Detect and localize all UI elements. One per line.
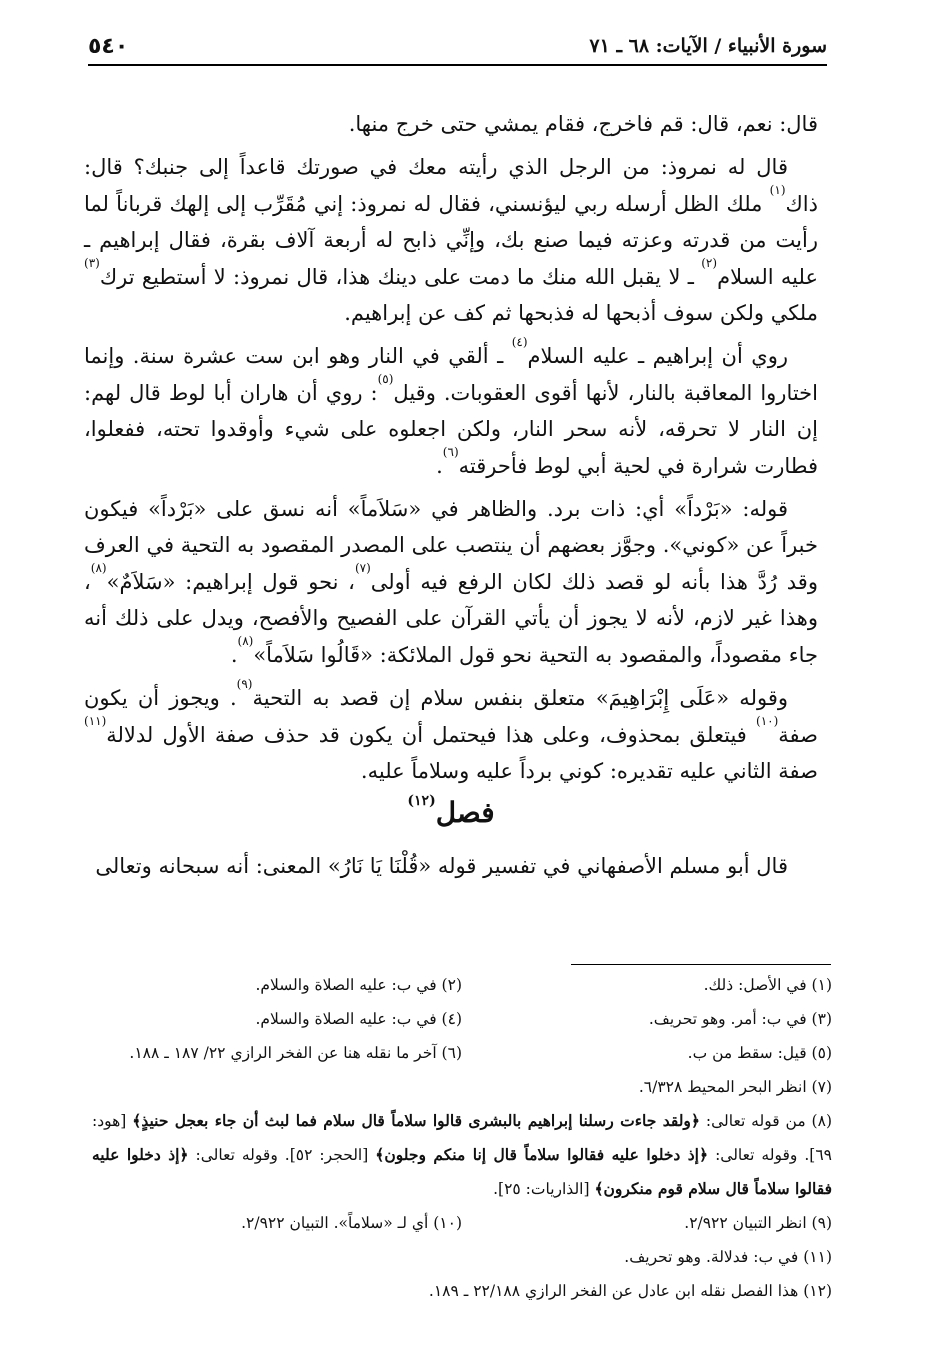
footnote-row <box>92 968 832 1002</box>
paragraph-3: روي أن إبراهيم ـ عليه السلام$^{(٤)}$ ـ ألقي في النار وهو ابن ست عشرة سنة. وإنما اختاروا المعاقبة بالنار، لأنها أقوى العقوبات. وقيل$^{(٥)}$: روي أن هاران أبا لوط قال لهم: إن النار لا تحرقه، لأنه سحر النار، ولكن اجعلوه على شيء وأوقدوا تحته، ففعلوا، فطارت شرارة في لحية أبي لوط فأحرقته$^{(٦)}$. <box>84 335 819 478</box>
footnote-ref-11[interactable]: (١١) <box>84 713 107 728</box>
section-title: فصل <box>435 796 495 830</box>
paragraph-2: قال له نمروذ: من الرجل الذي رأيته معك في صورتك قاعداً إلى جنبك؟ قال: ذاك$^{(١)}$ ملك الظل أرسله ربي ليؤنسني، فقال له نمروذ: إني مُقَرِّب إلى إلهك قرباناً لما رأيت من قدرته وعزته فيما صنع بك، وإنِّي ذابح له أربعة آلاف بقرة، فقال إبراهيم ـ عليه السلام$^{(٢)}$ ـ لا يقبل الله منك ما دمت على دينك هذا، قال نمروذ: لا أستطيع ترك$^{(٣)}$ ملكي ولكن سوف أذبحها له فذبحها ثم كف عن إبراهيم. <box>84 155 818 326</box>
footnote-ref-5[interactable]: (٥) <box>377 371 394 386</box>
footnote-ref-8b[interactable]: (٨) <box>237 633 254 648</box>
page-header <box>88 28 827 66</box>
footnote-ref-1[interactable]: (١) <box>769 182 786 197</box>
footnote-ref-9[interactable]: (٩) <box>236 677 253 692</box>
footnote-2: (٢) في ب: عليه الصلاة والسلام. <box>255 976 462 994</box>
footnote-5: (٥) قيل: سقط من ب. <box>687 1044 832 1062</box>
footnote-10: (١٠) أي لـ «سلاماً». التبيان ٢/٩٢٢. <box>241 1214 462 1232</box>
footnote-ref-8[interactable]: (٨) <box>90 560 107 575</box>
paragraph-4: قوله: «بَرْداً» أي: ذات برد. والظاهر في «سَلاَماً» أنه نسق على «بَرْداً» فيكون خبراً عن «كوني». وجوَّز بعضهم أن ينتصب على المصدر المقصود به التحية في العرف وقد رُدَّ هذا بأنه لو قصد ذلك لكان الرفع فيه أولى$^{(٧)}$، نحو قول إبراهيم: «سَلاَمٌ»$^{(٨)}$، وهذا غير لازم، لأنه لا يجوز أن يأتي القرآن على الفصيح والأفصح، ويدل على ذلك أنه جاء مقصوداً، والمقصود به التحية نحو قول الملائكة: «قَالُوا سَلاَماً»$^{(٨)}$. <box>84 497 818 667</box>
footnote-9: (٩) انظر التبيان ٢/٩٢٢. <box>684 1214 832 1232</box>
footnote-ref-3[interactable]: (٣) <box>84 255 100 270</box>
footnote-ref-4[interactable]: (٤) <box>511 335 528 350</box>
footnote-separator <box>571 964 831 965</box>
running-title: سورة الأنبياء / الآيات: ٦٨ ـ ٧١ <box>589 35 827 57</box>
main-text <box>84 106 818 892</box>
footnote-6: (٦) آخر ما نقله هنا عن الفخر الرازي ٢٢/ ١٨٧ ـ ١٨٨. <box>129 1044 462 1062</box>
paragraph-1: قال: نعم، قال: قم فاخرج، فقام يمشي حتى خرج منها. <box>348 112 818 136</box>
paragraph-5: وقوله «عَلَى إِبْرَاهِيمَ» متعلق بنفس سلام إن قصد به التحية$^{(٩)}$. ويجوز أن يكون صفة$^{(١٠)}$ فيتعلق بمحذوف، وعلى هذا فيحتمل أن يكون قد حذف صفة الأول لدلالة$^{(١١)}$ صفة الثاني عليه تقديره: كوني برداً عليه وسلاماً عليه. <box>84 677 818 783</box>
footnote-11: (١١) في ب: فدلالة. وهو تحريف. <box>624 1248 832 1266</box>
page-number: ٥٤٠ <box>88 33 129 59</box>
footnote-row <box>92 1002 832 1036</box>
section-heading <box>84 793 818 848</box>
footnote-row <box>92 1206 832 1240</box>
footnotes <box>92 968 832 1308</box>
footnote-row <box>92 1036 832 1070</box>
footnote-3: (٣) في ب: أمر. وهو تحريف. <box>648 1010 832 1028</box>
footnote-ref-7[interactable]: (٧) <box>354 560 371 575</box>
footnote-ref-6[interactable]: (٦) <box>442 444 459 459</box>
footnote-ref-2[interactable]: (٢) <box>701 255 718 270</box>
footnote-8: (٨) من قوله تعالى: ﴿ولقد جاءت رسلنا إبراهيم بالبشرى قالوا سلاماً قال سلام فما لبث أن جاء بعجل حنيذٍ﴾ [هود: ٦٩]. وقوله تعالى: ﴿إذ دخلوا عليه فقالوا سلاماً قال إنا منكم وجلون﴾ [الحجر: ٥٢]. وقوله تعالى: ﴿إذ دخلوا عليه فقالوا سلاماً قال سلام قوم منكرون﴾ [الذاريات: ٢٥]. <box>92 1111 832 1198</box>
footnote-12: (١٢) هذا الفصل نقله ابن عادل عن الفخر الرازي ٢٢/١٨٨ ـ ١٨٩. <box>428 1282 832 1300</box>
footnote-7: (٧) انظر البحر المحيط ٦/٣٢٨. <box>638 1078 832 1096</box>
footnote-1: (١) في الأصل: ذلك. <box>703 976 832 994</box>
footnote-ref-10[interactable]: (١٠) <box>756 713 779 728</box>
footnote-4: (٤) في ب: عليه الصلاة والسلام. <box>255 1010 462 1028</box>
paragraph-6: قال أبو مسلم الأصفهاني في تفسير قوله «قُلْنَا يَا نَارُ» المعنى: أنه سبحانه وتعالى <box>95 854 788 879</box>
footnote-ref-12[interactable]: (١٢) <box>407 793 436 810</box>
